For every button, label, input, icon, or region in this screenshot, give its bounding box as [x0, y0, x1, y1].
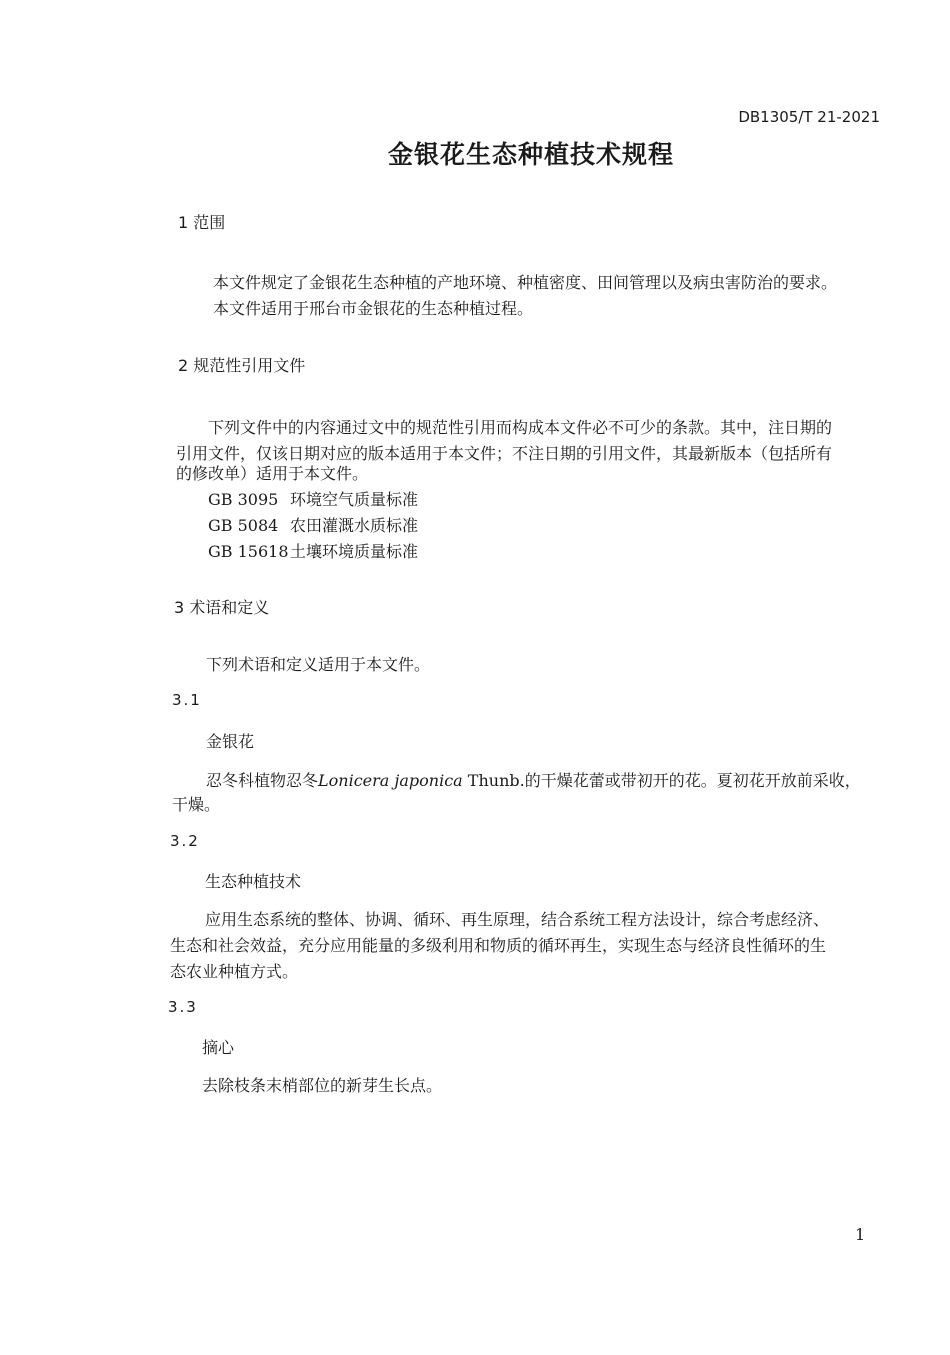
section-3-heading: 3 术语和定义 — [174, 598, 270, 617]
reference-code: GB 5084 — [208, 516, 279, 535]
section-2-heading: 2 规范性引用文件 — [178, 356, 306, 375]
term-definition-line-2: 干燥。 — [172, 795, 221, 814]
definition-text: Thunb.的干燥花蕾或带初开的花。夏初花开放前采收， — [462, 771, 861, 790]
term-number: 3.1 — [172, 691, 202, 709]
reference-name: 农田灌溉水质标准 — [290, 516, 419, 535]
reference-code: GB 15618 — [208, 542, 289, 561]
reference-name: 土壤环境质量标准 — [290, 542, 419, 561]
section-1-paragraph-1: 本文件规定了金银花生态种植的产地环境、种植密度、田间管理以及病虫害防治的要求。 — [213, 273, 838, 292]
reference-row — [208, 539, 418, 562]
document-title: 金银花生态种植技术规程 — [387, 140, 674, 169]
term-definition-line-2: 生态和社会效益，充分应用能量的多级利用和物质的循环再生，实现生态与经济良性循环的生 — [170, 936, 827, 955]
section-2-paragraph-line-2: 引用文件，仅该日期对应的版本适用于本文件；不注日期的引用文件，其最新版本（包括所有 — [176, 444, 833, 463]
reference-row — [208, 487, 418, 510]
term-definition-line-1: 应用生态系统的整体、协调、循环、再生原理，结合系统工程方法设计，综合考虑经济、 — [205, 910, 830, 929]
reference-row — [208, 513, 418, 536]
document-code: DB1305/T 21-2021 — [738, 108, 880, 126]
latin-name: Lonicera japonica — [318, 771, 463, 790]
section-2-paragraph-line-3: 的修改单）适用于本文件。 — [176, 464, 369, 483]
term-title: 摘心 — [202, 1038, 235, 1057]
term-title: 生态种植技术 — [205, 872, 302, 891]
section-1-heading: 1 范围 — [178, 213, 226, 232]
term-number: 3.2 — [170, 832, 200, 850]
term-definition-line-1: 去除枝条末梢部位的新芽生长点。 — [202, 1076, 443, 1095]
term-definition-line-1 — [206, 768, 861, 794]
section-2-paragraph-line-1: 下列文件中的内容通过文中的规范性引用而构成本文件必不可少的条款。其中，注日期的 — [208, 418, 833, 437]
term-title: 金银花 — [206, 732, 255, 751]
reference-name: 环境空气质量标准 — [290, 490, 419, 509]
term-number: 3.3 — [168, 998, 198, 1016]
term-definition-line-3: 态农业种植方式。 — [170, 962, 299, 981]
section-1-paragraph-2: 本文件适用于邢台市金银花的生态种植过程。 — [213, 299, 534, 318]
page-number: 1 — [855, 1225, 866, 1244]
reference-code: GB 3095 — [208, 490, 279, 509]
section-3-intro: 下列术语和定义适用于本文件。 — [206, 655, 431, 674]
definition-text: 忍冬科植物忍冬 — [206, 771, 319, 790]
